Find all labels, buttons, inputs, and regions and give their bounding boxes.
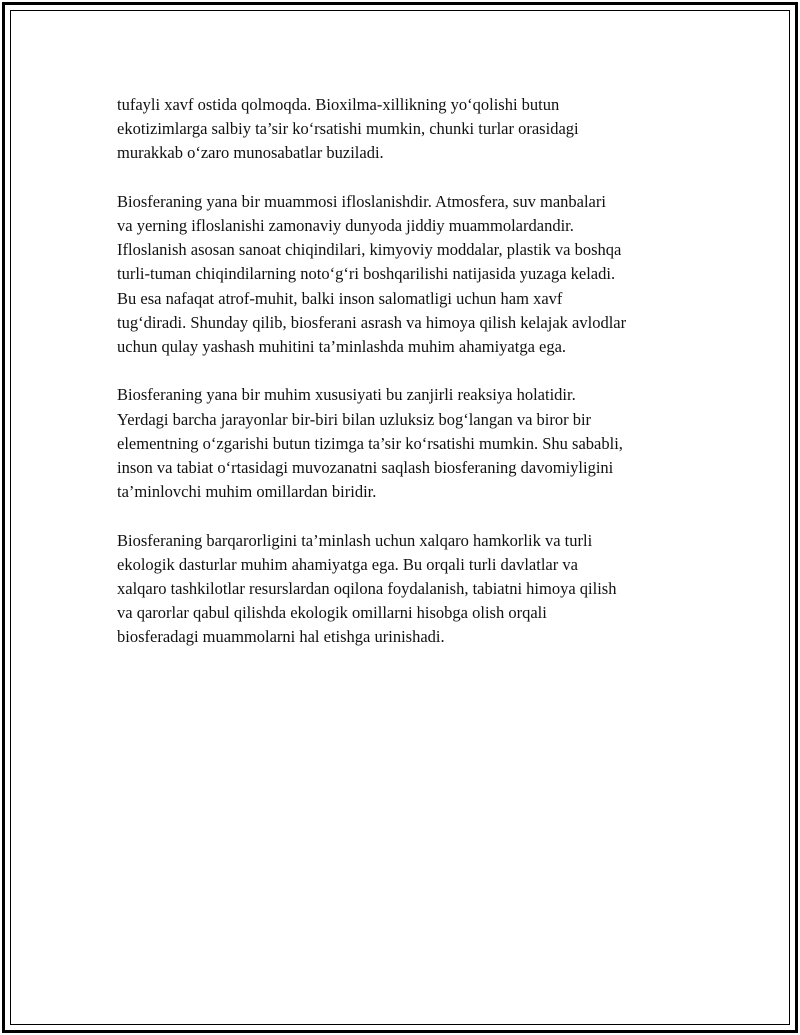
- paragraph-4: [117, 529, 717, 650]
- text-line: tug‘diradi. Shunday qilib, biosferani asrash va himoya qilish kelajak avlodlar: [117, 312, 627, 332]
- text-line: Biosferaning yana bir muhim xususiyati bu zanjirli reaksiya holatidir.: [117, 385, 576, 405]
- document-body: [117, 93, 717, 674]
- paragraph-3: [117, 383, 717, 504]
- text-line: inson va tabiat o‘rtasidagi muvozanatni saqlash biosferaning davomiyligini: [117, 458, 614, 478]
- text-line: Biosferaning yana bir muammosi ifloslanishdir. Atmosfera, suv manbalari: [117, 191, 606, 211]
- text-line: Yerdagi barcha jarayonlar bir-biri bilan uzluksiz bog‘langan va biror bir: [117, 409, 592, 429]
- text-line: biosferadagi muammolarni hal etishga urinishadi.: [117, 627, 445, 647]
- text-line: xalqaro tashkilotlar resurslardan oqilona foydalanish, tabiatni himoya qilish: [117, 579, 617, 599]
- paragraph-2: [117, 190, 717, 359]
- text-line: tufayli xavf ostida qolmoqda. Bioxilma-xillikning yo‘qolishi butun: [117, 95, 560, 114]
- text-line: ekologik dasturlar muhim ahamiyatga ega. Bu orqali turli davlatlar va: [117, 554, 578, 574]
- paragraph-1: [117, 93, 717, 166]
- text-line: ekotizimlarga salbiy ta’sir ko‘rsatishi mumkin, chunki turlar orasidagi: [117, 119, 579, 139]
- text-line: uchun qulay yashash muhitini ta’minlashda muhim ahamiyatga ega.: [117, 337, 567, 357]
- text-line: va qarorlar qabul qilishda ekologik omillarni hisobga olish orqali: [117, 603, 547, 623]
- text-line: Biosferaning barqarorligini ta’minlash uchun xalqaro hamkorlik va turli: [117, 530, 593, 550]
- text-line: ta’minlovchi muhim omillardan biridir.: [117, 482, 377, 502]
- text-line: Ifloslanish asosan sanoat chiqindilari, kimyoviy moddalar, plastik va boshqa: [117, 240, 622, 260]
- text-line: Bu esa nafaqat atrof-muhit, balki inson salomatligi uchun ham xavf: [117, 288, 563, 308]
- text-line: va yerning ifloslanishi zamonaviy dunyoda jiddiy muammolardandir.: [117, 216, 574, 235]
- text-line: murakkab o‘zaro munosabatlar buziladi.: [117, 143, 384, 163]
- text-line: turli-tuman chiqindilarning noto‘g‘ri boshqarilishi natijasida yuzaga keladi.: [117, 264, 616, 284]
- text-line: elementning o‘zgarishi butun tizimga ta’sir ko‘rsatishi mumkin. Shu sababli,: [117, 433, 623, 453]
